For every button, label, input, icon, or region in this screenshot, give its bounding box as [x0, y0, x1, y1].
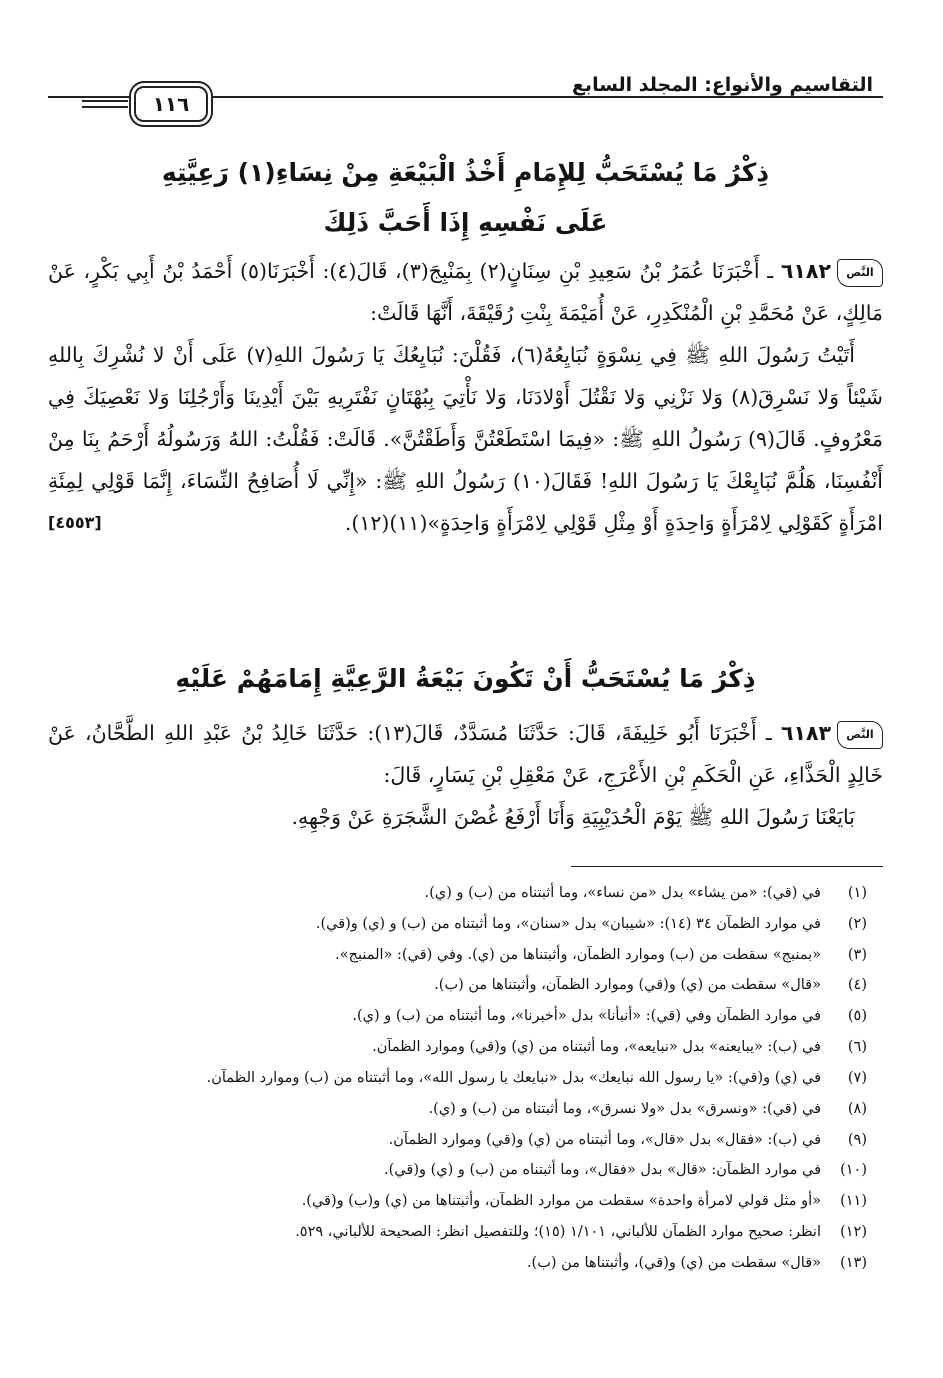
chapter-heading-1-line-1: ذِكْرُ مَا يُسْتَحَبُّ لِلإِمَامِ أَخْذُ الْبَيْعَةِ مِنْ نِسَاءِ(١) رَعِيَّتِهِ	[161, 158, 770, 187]
footnote	[54, 1248, 867, 1279]
footnote-text: انظر: صحيح موارد الظمآن للألباني، ١/١٠١ (١٥)؛ وللتفصيل انظر: الصحيحة للألباني، ٥٢٩.	[295, 1223, 821, 1240]
footnote	[54, 1094, 867, 1125]
footnote-separator	[571, 866, 883, 867]
footnote-number: (٨)	[847, 1100, 867, 1117]
hadith-6183	[48, 712, 883, 838]
footnote	[54, 1186, 867, 1217]
footnote	[54, 1155, 867, 1186]
footnote	[54, 1217, 867, 1248]
running-header-title: التقاسيم والأنواع: المجلد السابع	[571, 74, 873, 96]
chapter-heading-2-line-1: ذِكْرُ مَا يُسْتَحَبُّ أَنْ تَكُونَ بَيْعَةُ الرَّعِيَّةِ إِمَامَهُمْ عَلَيْهِ	[175, 664, 756, 693]
footnote-number: (١)	[847, 885, 867, 901]
footnote-text: في (ب): «فقال» بدل «قال»، وما أثبتناه من (ي) و(قي) وموارد الظمآن.	[388, 1131, 821, 1148]
footnote-text: في موارد الظمآن: «قال» بدل «فقال»، وما أثبتناه من (ب) و (ي) و(قي).	[384, 1162, 821, 1179]
book-page	[48, 0, 883, 1378]
hadith-matn: أَتَيْتُ رَسُولَ اللهِ ﷺ فِي نِسْوَةٍ نُبَايِعُهُ(٦)، فَقُلْنَ: نُبَايِعُكَ يَا رَسُولَ اللهِ(٧) عَلَى أَنْ لا نُشْرِكَ بِاللهِ شَيْئاً وَلا نَسْرِقَ(٨) وَلا نَزْنِي وَلا نَقْتُلَ أَوْلادَنَا، وَلا نَأْتِيَ بِبُهْتَانٍ نَفْتَرِيهِ بَيْنَ أَيْدِينَا وَأَرْجُلِنَا وَلا نَعْصِيَكَ فِي مَعْرُوفٍ. قَالَ(٩) رَسُولُ اللهِ ﷺ: «فِيمَا اسْتَطَعْتُنَّ وَأَطَقْتُنَّ». قَالَتْ: فَقُلْتُ: اللهُ وَرَسُولُهُ أَرْحَمُ بِنَا مِنْ أَنْفُسِنَا، هَلُمَّ نُبَايِعْكَ يَا رَسُولَ اللهِ! فَقَالَ(١٠) رَسُولُ اللهِ ﷺ: «إِنِّي لَا أُصَافِحُ النِّسَاءَ، إِنَّمَا قَوْلِي لِمِئَةِ امْرَأَةٍ كَقَوْلِي لِامْرَأَةٍ وَاحِدَةٍ أَوْ مِثْلِ قَوْلِي لِامْرَأَةٍ وَاحِدَةٍ»(١١)(١٢).	[48, 343, 884, 535]
footnote-number: (٤)	[847, 977, 867, 994]
footnote-number: (٦)	[847, 1038, 867, 1055]
footnote-text: «قال» سقطت من (ي) و(قي) وموارد الظمآن، وأثبتناها من (ب).	[434, 977, 821, 994]
footnote-number: (٩)	[847, 1131, 867, 1148]
page-number-ornament	[82, 100, 128, 108]
footnote-number: (١٠)	[840, 1162, 867, 1179]
chapter-heading-1	[48, 148, 883, 248]
footnote-text: في (قي): «من يشاء» بدل «من نساء»، وما أثبتناه من (ب) و (ي).	[424, 885, 821, 901]
hadith-isnad: ـ أَخْبَرَنَا عُمَرُ بْنُ سَعِيدِ بْنِ سِنَانٍ(٢) بِمَنْبِجَ(٣)، قَالَ(٤): أَخْبَرَنَا(٥) أَحْمَدُ بْنُ أَبِي بَكْرٍ، عَنْ مَالِكٍ، عَنْ مُحَمَّدِ بْنِ الْمُنْكَدِرِ، عَنْ أُمَيْمَةَ بِنْتِ رُقَيْقَةَ، أَنَّهَا قَالَتْ:	[48, 259, 883, 325]
footnote-text: في موارد الظمآن ٣٤ (١٤): «شيبان» بدل «سنان»، وما أثبتناه من (ب) و (ي) و(قي).	[315, 915, 821, 932]
page-number: ١١٦	[134, 86, 208, 122]
footnote-number: (٧)	[847, 1069, 867, 1086]
hadith-reference: [٤٥٥٣]	[48, 513, 102, 532]
hadith-number: ٦١٨٣	[780, 721, 831, 745]
footnote-number: (١٢)	[840, 1223, 867, 1240]
hadith-number: ٦١٨٢	[780, 259, 831, 283]
footnotes	[54, 878, 867, 1279]
text-badge-icon: النَّص	[837, 259, 883, 287]
footnote	[54, 909, 867, 940]
footnote-text: «بمنبج» سقطت من (ب) وموارد الظمآن، وأثبتناها من (ي). وفي (قي): «المنبج».	[335, 946, 821, 963]
footnote-text: في (ب): «يبايعنه» بدل «نبايعه»، وما أثبتناه من (ي) و(قي) وموارد الظمآن.	[372, 1038, 821, 1055]
footnote-text: في (ي) و(قي): «يا رسول الله نبايعك» بدل «نبايعك يا رسول الله»، وما أثبتناه من (ب) وموارد الظمآن.	[206, 1069, 821, 1086]
hadith-matn: بَايَعْنَا رَسُولَ اللهِ ﷺ يَوْمَ الْحُدَيْبِيَةِ وَأَنَا أَرْفَعُ غُصْنَ الشَّجَرَةِ عَنْ وَجْهِهِ.	[291, 805, 855, 829]
hadith-6182	[48, 250, 883, 544]
footnote	[54, 1032, 867, 1063]
footnote	[54, 1063, 867, 1094]
footnote-number: (٢)	[847, 915, 867, 932]
footnote-text: «أو مثل قولي لامرأة واحدة» سقطت من موارد الظمآن، وأثبتناها من (ي) و(ب) و(قي).	[301, 1193, 821, 1210]
text-badge-icon: النَّص	[837, 721, 883, 749]
footnote	[54, 878, 867, 909]
footnote-number: (١١)	[840, 1193, 867, 1210]
footnote	[54, 1125, 867, 1156]
chapter-heading-2	[48, 654, 883, 704]
footnote-number: (٥)	[847, 1008, 867, 1025]
footnote-number: (٣)	[847, 946, 867, 963]
footnote	[54, 1001, 867, 1032]
running-header	[48, 66, 883, 126]
footnote-number: (١٣)	[840, 1254, 867, 1271]
footnote-text: «قال» سقطت من (ي) و(قي)، وأثبتناها من (ب).	[526, 1254, 821, 1271]
hadith-isnad: ـ أَخْبَرَنَا أَبُو خَلِيفَةَ، قَالَ: حَدَّثَنَا مُسَدَّدٌ، قَالَ(١٣): حَدَّثَنَا خَالِدُ بْنُ عَبْدِ اللهِ الطَّحَّانُ، عَنْ خَالِدٍ الْحَذَّاءِ، عَنِ الْحَكَمِ بْنِ الأَعْرَجِ، عَنْ مَعْقِلِ بْنِ يَسَارٍ، قَالَ:	[48, 721, 883, 787]
footnote	[54, 940, 867, 971]
footnote	[54, 970, 867, 1001]
chapter-heading-1-line-2: عَلَى نَفْسِهِ إِذَا أَحَبَّ ذَلِكَ	[323, 208, 608, 237]
footnote-text: في (قي): «ونسرق» بدل «ولا نسرق»، وما أثبتناه من (ب) و (ي).	[428, 1100, 821, 1117]
footnote-text: في موارد الظمآن وفي (قي): «أنبأنا» بدل «أخبرنا»، وما أثبتناه من (ب) و (ي).	[352, 1008, 821, 1025]
